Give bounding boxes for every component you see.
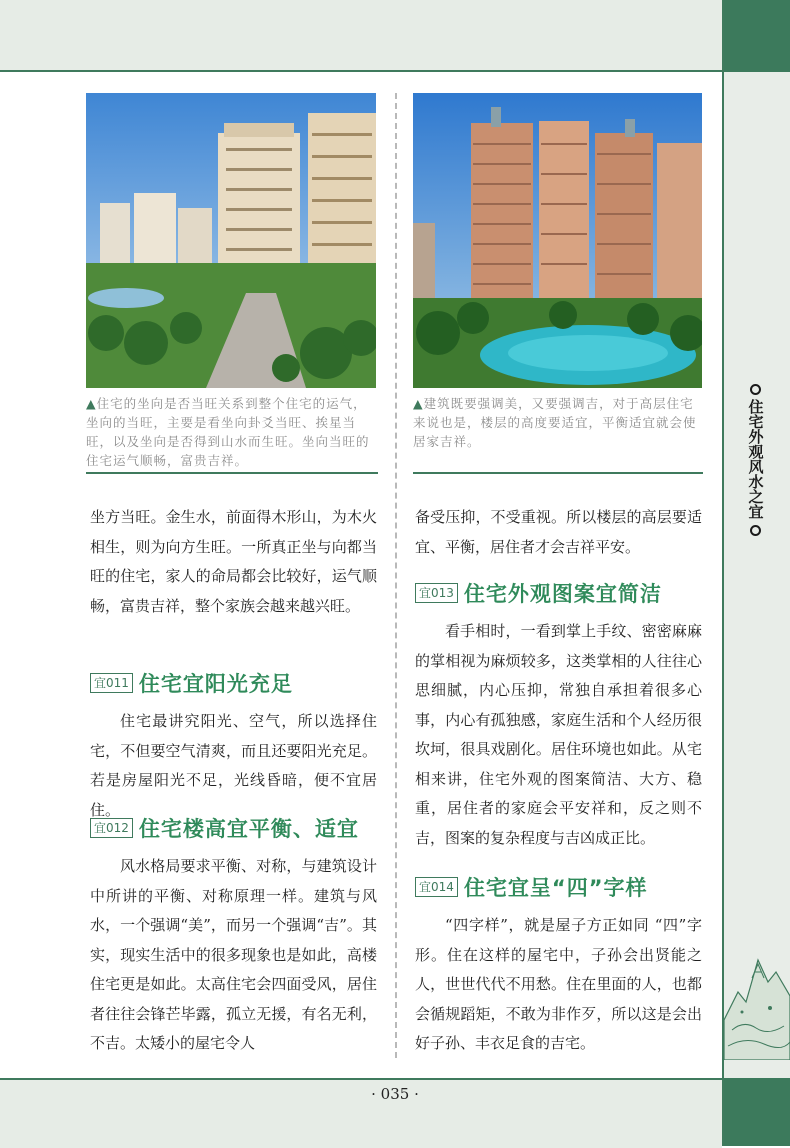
section-title: 住宅楼高宜平衡、适宜: [138, 817, 359, 841]
paragraph-text: 坐方当旺。金生水，前面得木形山，为木火相生，则为向方生旺。一所真正坐与向都当旺的住宅，家人的命局都会比较好，运气顺畅，富贵吉祥，整个家族会越来越兴旺。: [90, 508, 377, 615]
section-title: 住宅外观图案宜简洁: [463, 582, 662, 606]
column-divider: [395, 93, 397, 1058]
section-012-body: [90, 852, 377, 1059]
photo-highrise-towers: [413, 93, 702, 388]
section-heading-013: [415, 578, 662, 608]
side-title-text: 住宅外观风水之宜: [746, 399, 765, 519]
triangle-marker-icon: ▲: [86, 396, 97, 411]
caption-rule-left: [86, 472, 378, 474]
paragraph-text: 看手相时，一看到掌上手纹、密密麻麻的掌相视为麻烦较多，这类掌相的人往往心思细腻，内心压抑，常独自承担着很多心事，内心有孤独感，家庭生活和个人经历很坎坷，很具戏剧化。居住环境也如此。从宅相来讲，住宅外观的图案简洁、大方、稳重，居住者的家庭会平安祥和，反之则不吉，图案的复杂程度与吉凶成正比。: [415, 622, 702, 847]
section-tag: 宜014: [415, 877, 458, 897]
section-013-body: [415, 617, 702, 853]
photo-residential-complex: [86, 93, 376, 388]
section-title: 住宅宜阳光充足: [138, 672, 293, 696]
section-heading-014: [415, 872, 648, 902]
circle-icon: [750, 525, 761, 536]
paragraph-text: 住宅最讲究阳光、空气，所以选择住宅，不但要空气清爽，而且还要阳光充足。若是房屋阳光不足，光线昏暗，便不宜居住。: [90, 712, 377, 819]
section-014-body: [415, 911, 702, 1059]
photo-caption-left: ▲住宅的坐向是否当旺关系到整个住宅的运气，坐向的当旺，主要是看坐向卦爻当旺、挨星当旺，以及坐向是否得到山水而生旺。坐向当旺的住宅运气顺畅，富贵吉祥。: [86, 396, 370, 468]
paragraph-text: 备受压抑，不受重视。所以楼层的高层要适宜、平衡，居住者才会吉祥平安。: [415, 508, 702, 556]
section-heading-011: [90, 668, 293, 698]
paragraph-text: 风水格局要求平衡、对称，与建筑设计中所讲的平衡、对称原理一样。建筑与风水，一个强调“美”，而另一个强调“吉”。其实，现实生活中的很多现象也是如此，高楼住宅更是如此。太高住宅会四面受风，居住者往往会锋芒毕露，孤立无援，有名无利，不吉。太矮小的屋宅令人: [90, 857, 377, 1052]
section-tag: 宜012: [90, 818, 133, 838]
top-band: [0, 0, 722, 72]
left-intro-paragraph: [90, 503, 377, 621]
caption-rule-right: [413, 472, 703, 474]
section-011-body: [90, 707, 377, 825]
section-heading-012: [90, 813, 359, 843]
corner-block-top: [724, 0, 790, 72]
photo-caption-right: ▲建筑既要强调美，又要强调吉，对于高层住宅来说也是，楼层的高度要适宜，平衡适宜就会使居家吉祥。: [413, 396, 697, 449]
paragraph-text: “四字样”，就是屋子方正如同 “四”字形。住在这样的屋宅中，子孙会出贤能之人，世世代代不用愁。住在里面的人，也都会循规蹈矩，不敢为非作歹，所以这是会出好子孙、丰衣足食的吉宅。: [415, 916, 702, 1052]
mountain-decoration-icon: [724, 900, 790, 1060]
section-side-title: [744, 382, 766, 536]
triangle-marker-icon: ▲: [413, 396, 424, 411]
circle-icon: [750, 384, 761, 395]
section-tag: 宜013: [415, 583, 458, 603]
section-title: 住宅宜呈“四”字样: [463, 876, 648, 900]
section-tag: 宜011: [90, 673, 133, 693]
right-intro-paragraph: [415, 503, 702, 562]
page-number: · 035 ·: [371, 1085, 419, 1103]
